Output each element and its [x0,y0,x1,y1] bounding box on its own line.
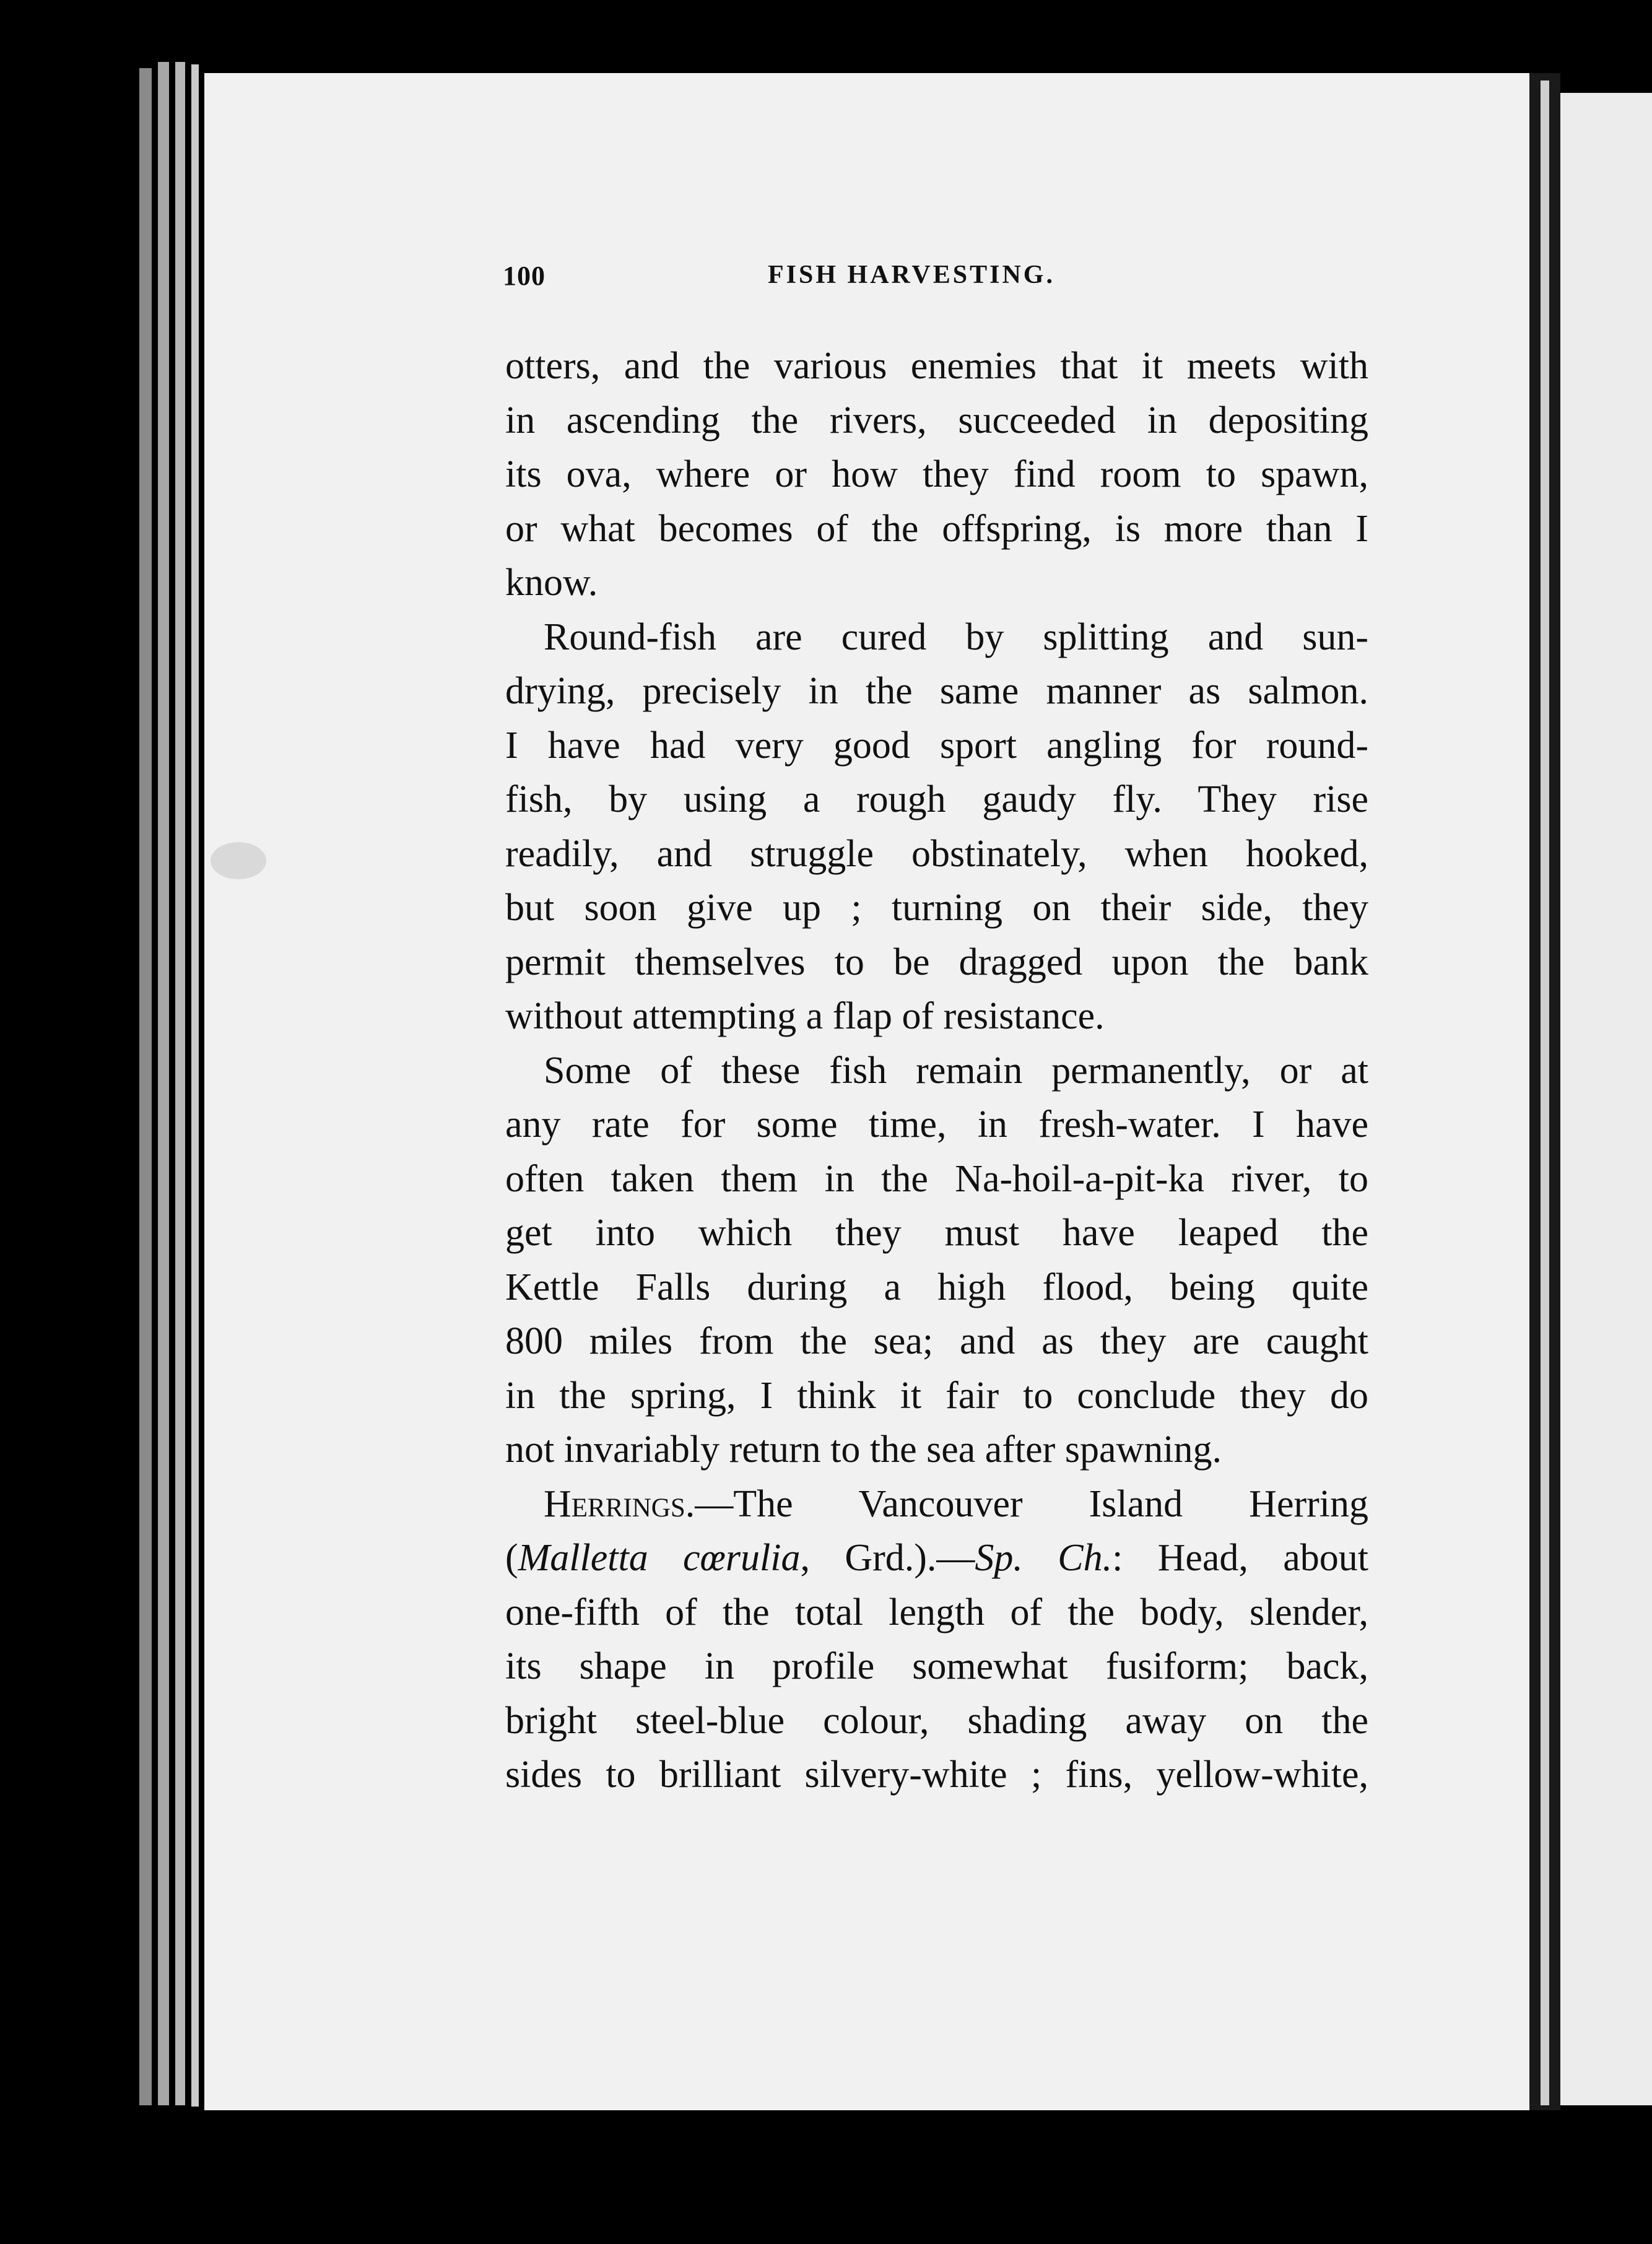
text-line: often taken them in the Na-hoil-a-pit-ka river, to [505,1157,1368,1200]
text-line: Round-fish are cured by splitting and sun- [544,615,1368,658]
paper-smudge [211,842,266,879]
text-line: 800 miles from the sea; and as they are caught [505,1320,1368,1362]
text-line: sides to brilliant silvery-white ; fins, yellow-white, [505,1754,1368,1796]
gutter-edge [1541,80,1549,2105]
page-edge [175,62,185,2105]
page-edge [139,68,152,2105]
text-line: without attempting a flap of resistance. [505,995,1105,1037]
body-text [505,339,1368,1803]
text-fragment: : Head, about [1112,1537,1368,1579]
text-fragment: ( [505,1537,518,1579]
text-line: in the spring, I think it fair to conclude they do [505,1374,1368,1417]
text-line: one-fifth of the total length of the body, slender, [505,1591,1368,1633]
facing-page-sliver [1560,93,1652,2105]
text-line: know. [505,562,598,604]
running-head [503,260,1370,303]
text-line: bright steel-blue colour, shading away on the [505,1699,1368,1742]
text-line: get into which they must have leaped the [505,1212,1368,1254]
text-fragment: , Grd.).— [800,1537,975,1579]
text-line: not invariably return to the sea after spawning. [505,1429,1222,1471]
text-line: in ascending the rivers, succeeded in depositing [505,399,1368,441]
specific-characters-label: Sp. Ch. [975,1537,1113,1579]
text-line: fish, by using a rough gaudy fly. They rise [505,778,1368,820]
text-line [505,1531,1368,1586]
text-line: otters, and the various enemies that it meets with [505,345,1368,387]
text-line: I have had very good sport angling for round- [505,724,1368,767]
text-line: or what becomes of the offspring, is more than I [505,507,1368,550]
text-line: Kettle Falls during a high flood, being quite [505,1266,1368,1308]
text-line: its ova, where or how they find room to spawn, [505,453,1368,495]
text-line: permit themselves to be dragged upon the bank [505,941,1368,983]
running-title: FISH HARVESTING. [768,261,1055,289]
text-fragment: —The Vancouver Island Herring [695,1482,1368,1525]
text-line: readily, and struggle obstinately, when hooked, [505,832,1368,875]
text-line: any rate for some time, in fresh-water. I have [505,1103,1368,1146]
page-edge [191,64,199,2107]
text-line: Some of these fish remain permanently, or at [544,1049,1368,1092]
page-edge [158,62,169,2105]
page-number: 100 [503,261,546,291]
text-line [505,1477,1368,1532]
species-name: Malletta cœrulia [518,1537,801,1579]
text-line: but soon give up ; turning on their side, they [505,887,1368,929]
text-line: its shape in profile somewhat fusiform; back, [505,1645,1368,1687]
text-line: drying, precisely in the same manner as salmon. [505,670,1368,712]
section-heading: Herrings. [544,1482,695,1525]
